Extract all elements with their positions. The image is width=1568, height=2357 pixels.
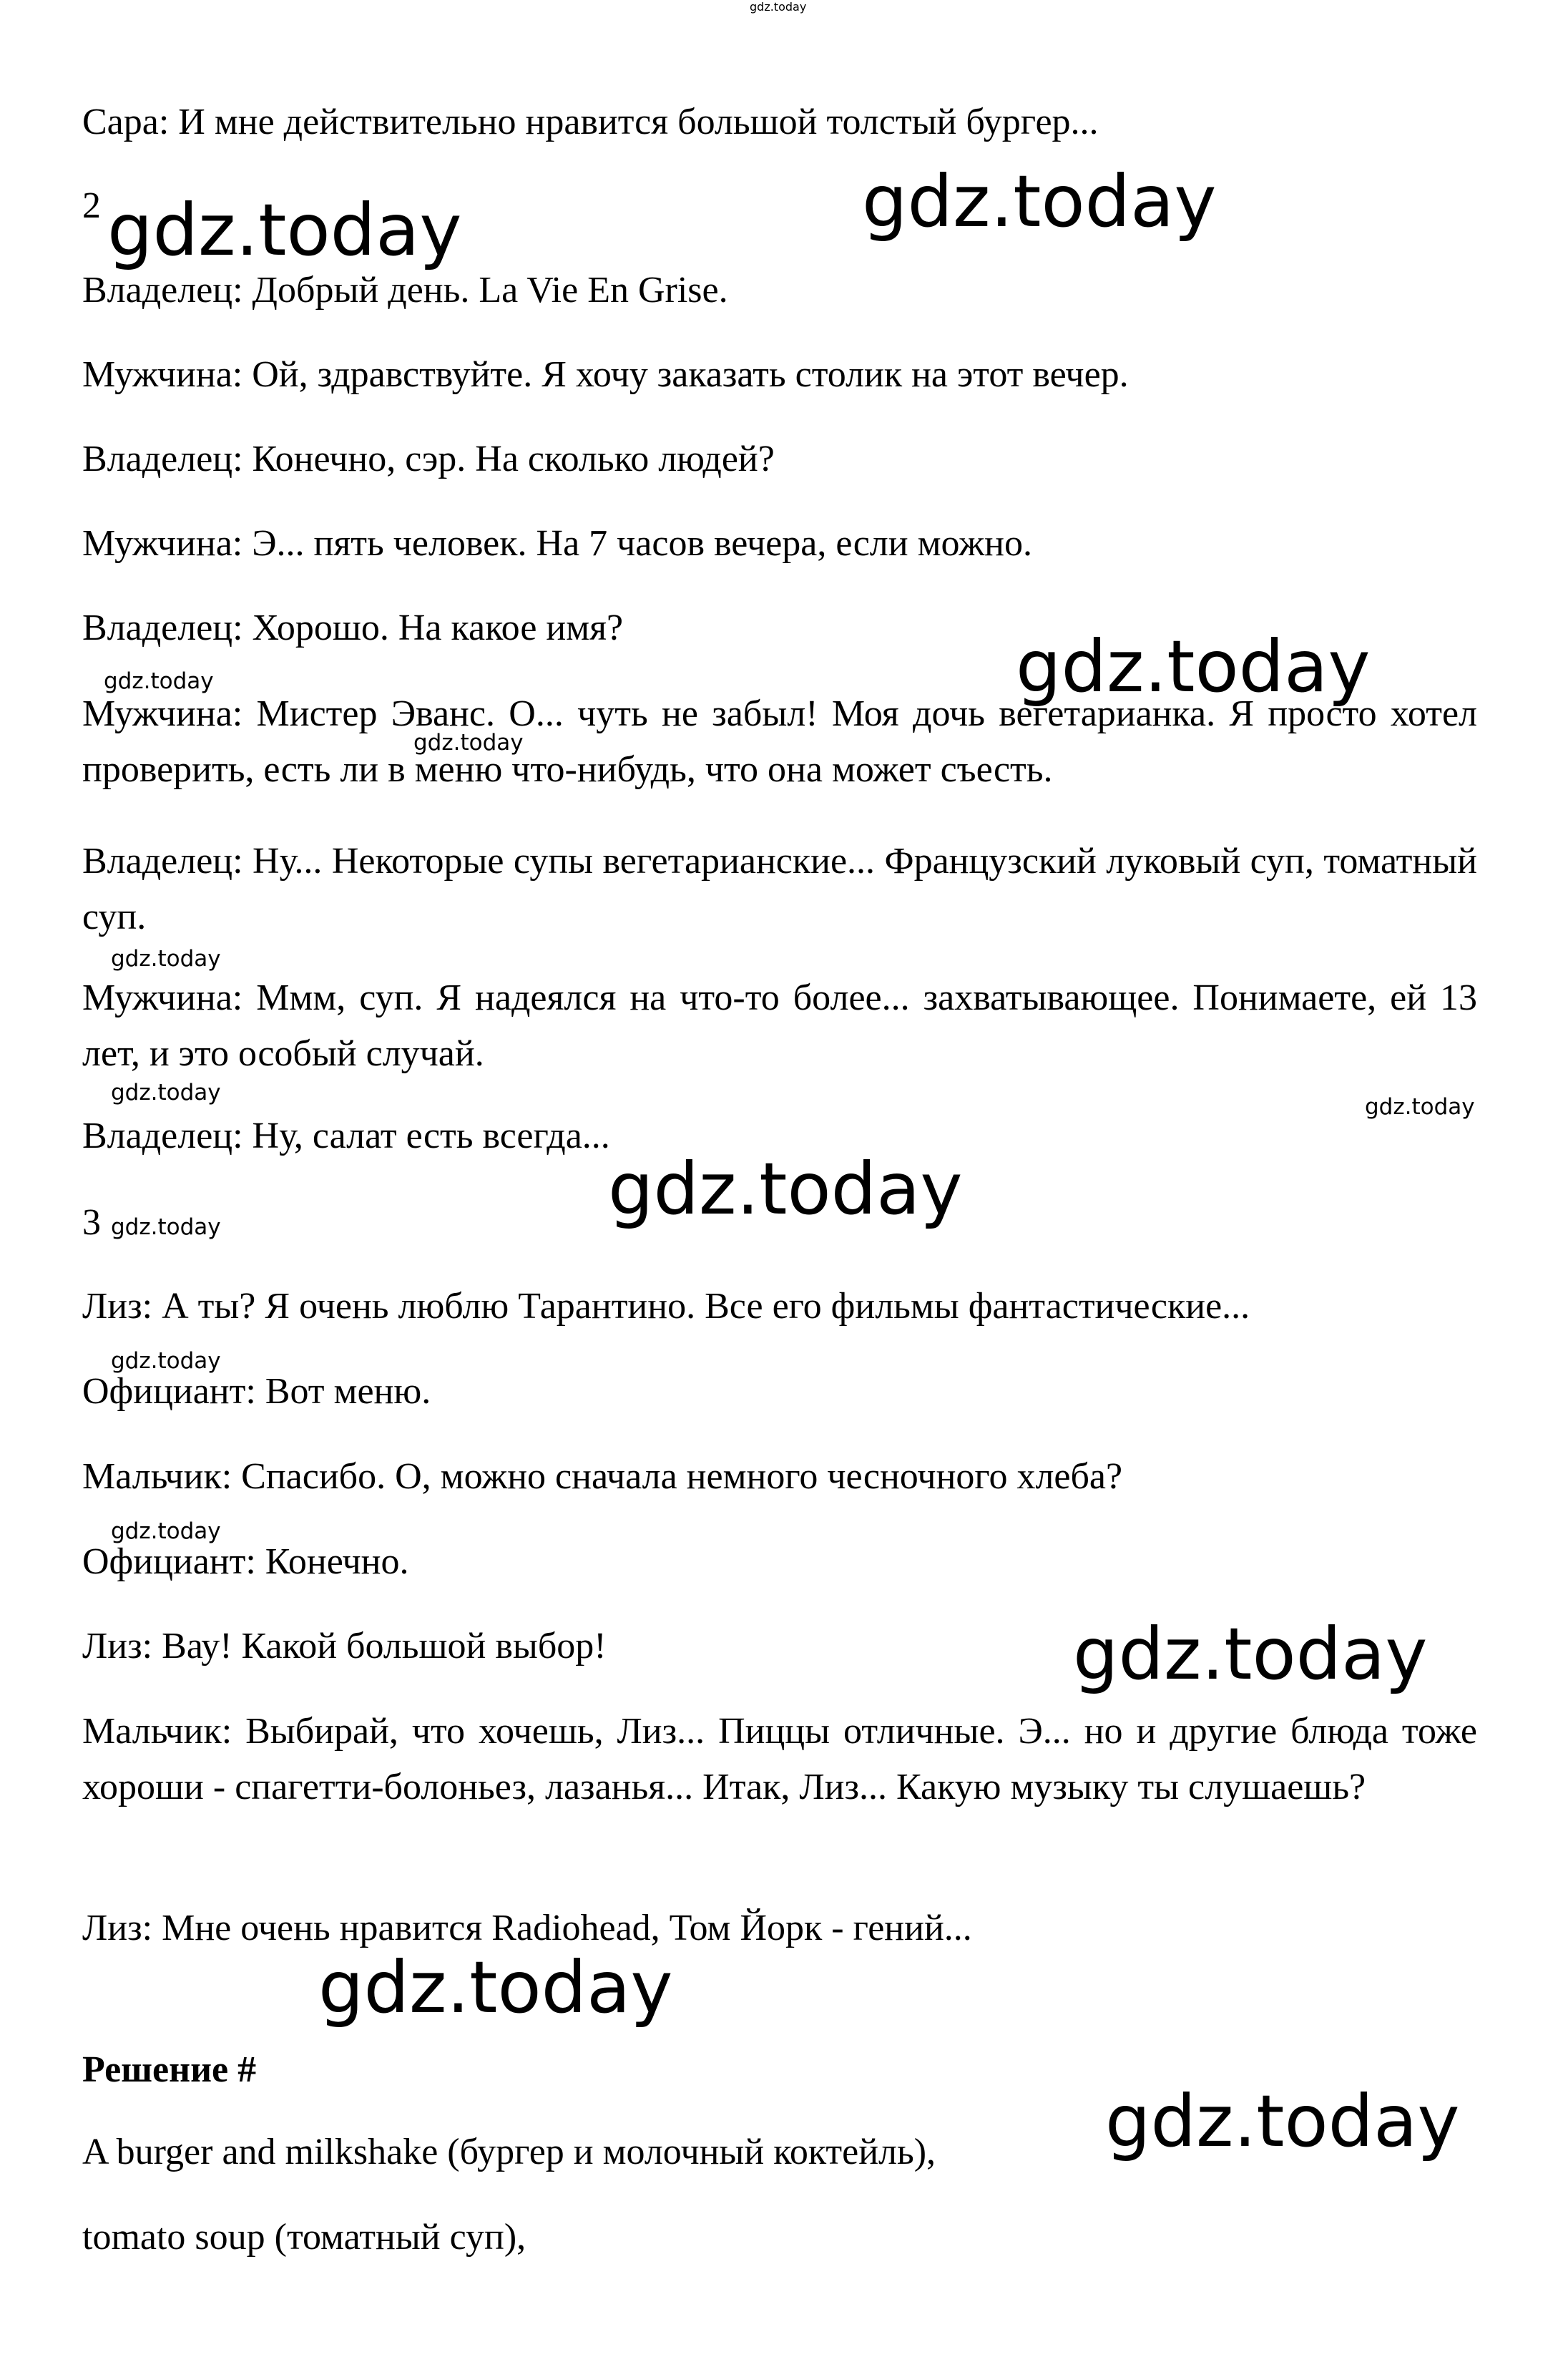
- watermark-8: gdz.today: [1365, 1094, 1475, 1120]
- line-man-2: Мужчина: Э... пять человек. На 7 часов вечера, если можно.: [82, 523, 1032, 564]
- watermark-10: gdz.today: [608, 1147, 963, 1231]
- line-owner-3: Владелец: Хорошо. На какое имя?: [82, 607, 624, 648]
- solution-answer-1: A burger and milkshake (бургер и молочный коктейль),: [82, 2132, 936, 2172]
- line-owner-4: Владелец: Ну... Некоторые супы вегетарианские... Французский луковый суп, томатный суп.: [82, 841, 1477, 937]
- line-liz-1: Лиз: А ты? Я очень люблю Тарантино. Все его фильмы фантастические...: [82, 1286, 1250, 1327]
- watermark-14: gdz.today: [318, 1946, 673, 2029]
- watermark-5: gdz.today: [413, 730, 524, 756]
- watermark-3: gdz.today: [104, 668, 214, 694]
- line-waiter-2: Официант: Конечно.: [82, 1541, 409, 1582]
- watermark-15: gdz.today: [1105, 2079, 1460, 2163]
- line-man-4: Мужчина: Ммм, суп. Я надеялся на что-то более... захватывающее. Понимаете, ей 13 лет, и это особый случай.: [82, 977, 1477, 1074]
- line-liz-3: Лиз: Мне очень нравится Radiohead, Том Йорк - гений...: [82, 1908, 972, 1948]
- line-owner-1: Владелец: Добрый день. La Vie En Grise.: [82, 270, 728, 311]
- line-liz-2: Лиз: Вау! Какой большой выбор!: [82, 1626, 607, 1667]
- watermark-2: gdz.today: [862, 160, 1217, 243]
- watermark-top: gdz.today: [750, 0, 807, 14]
- line-boy-2: Мальчик: Выбирай, что хочешь, Лиз... Пиццы отличные. Э... но и другие блюда тоже хороши - спагетти-болоньез, лазанья... Итак, Лиз... Какую музыку ты слушаешь?: [82, 1711, 1477, 1807]
- solution-heading: Решение #: [82, 2049, 257, 2090]
- watermark-6: gdz.today: [111, 946, 221, 972]
- watermark-7: gdz.today: [111, 1080, 221, 1106]
- section-number-3: 3: [82, 1202, 101, 1243]
- line-owner-5: Владелец: Ну, салат есть всегда...: [82, 1116, 610, 1156]
- line-man-1: Мужчина: Ой, здравствуйте. Я хочу заказать столик на этот вечер.: [82, 354, 1129, 395]
- watermark-13: gdz.today: [1073, 1612, 1428, 1696]
- watermark-4: gdz.today: [1016, 625, 1371, 708]
- section-number-2: 2: [82, 185, 101, 226]
- line-man-3: Мужчина: Мистер Эванс. О... чуть не забыл! Моя дочь вегетарианка. Я просто хотел проверить, есть ли в меню что-нибудь, что она может съесть.: [82, 693, 1477, 790]
- watermark-12: gdz.today: [111, 1518, 221, 1544]
- watermark-11: gdz.today: [111, 1348, 221, 1374]
- watermark-9: gdz.today: [111, 1214, 221, 1240]
- line-sara: Сара: И мне действительно нравится большой толстый бургер...: [82, 102, 1099, 142]
- line-owner-2: Владелец: Конечно, сэр. На сколько людей?: [82, 439, 775, 479]
- line-boy-1: Мальчик: Спасибо. О, можно сначала немного чесночного хлеба?: [82, 1456, 1123, 1497]
- line-waiter-1: Официант: Вот меню.: [82, 1371, 431, 1412]
- watermark-1: gdz.today: [107, 188, 462, 272]
- solution-answer-2: tomato soup (томатный суп),: [82, 2217, 526, 2258]
